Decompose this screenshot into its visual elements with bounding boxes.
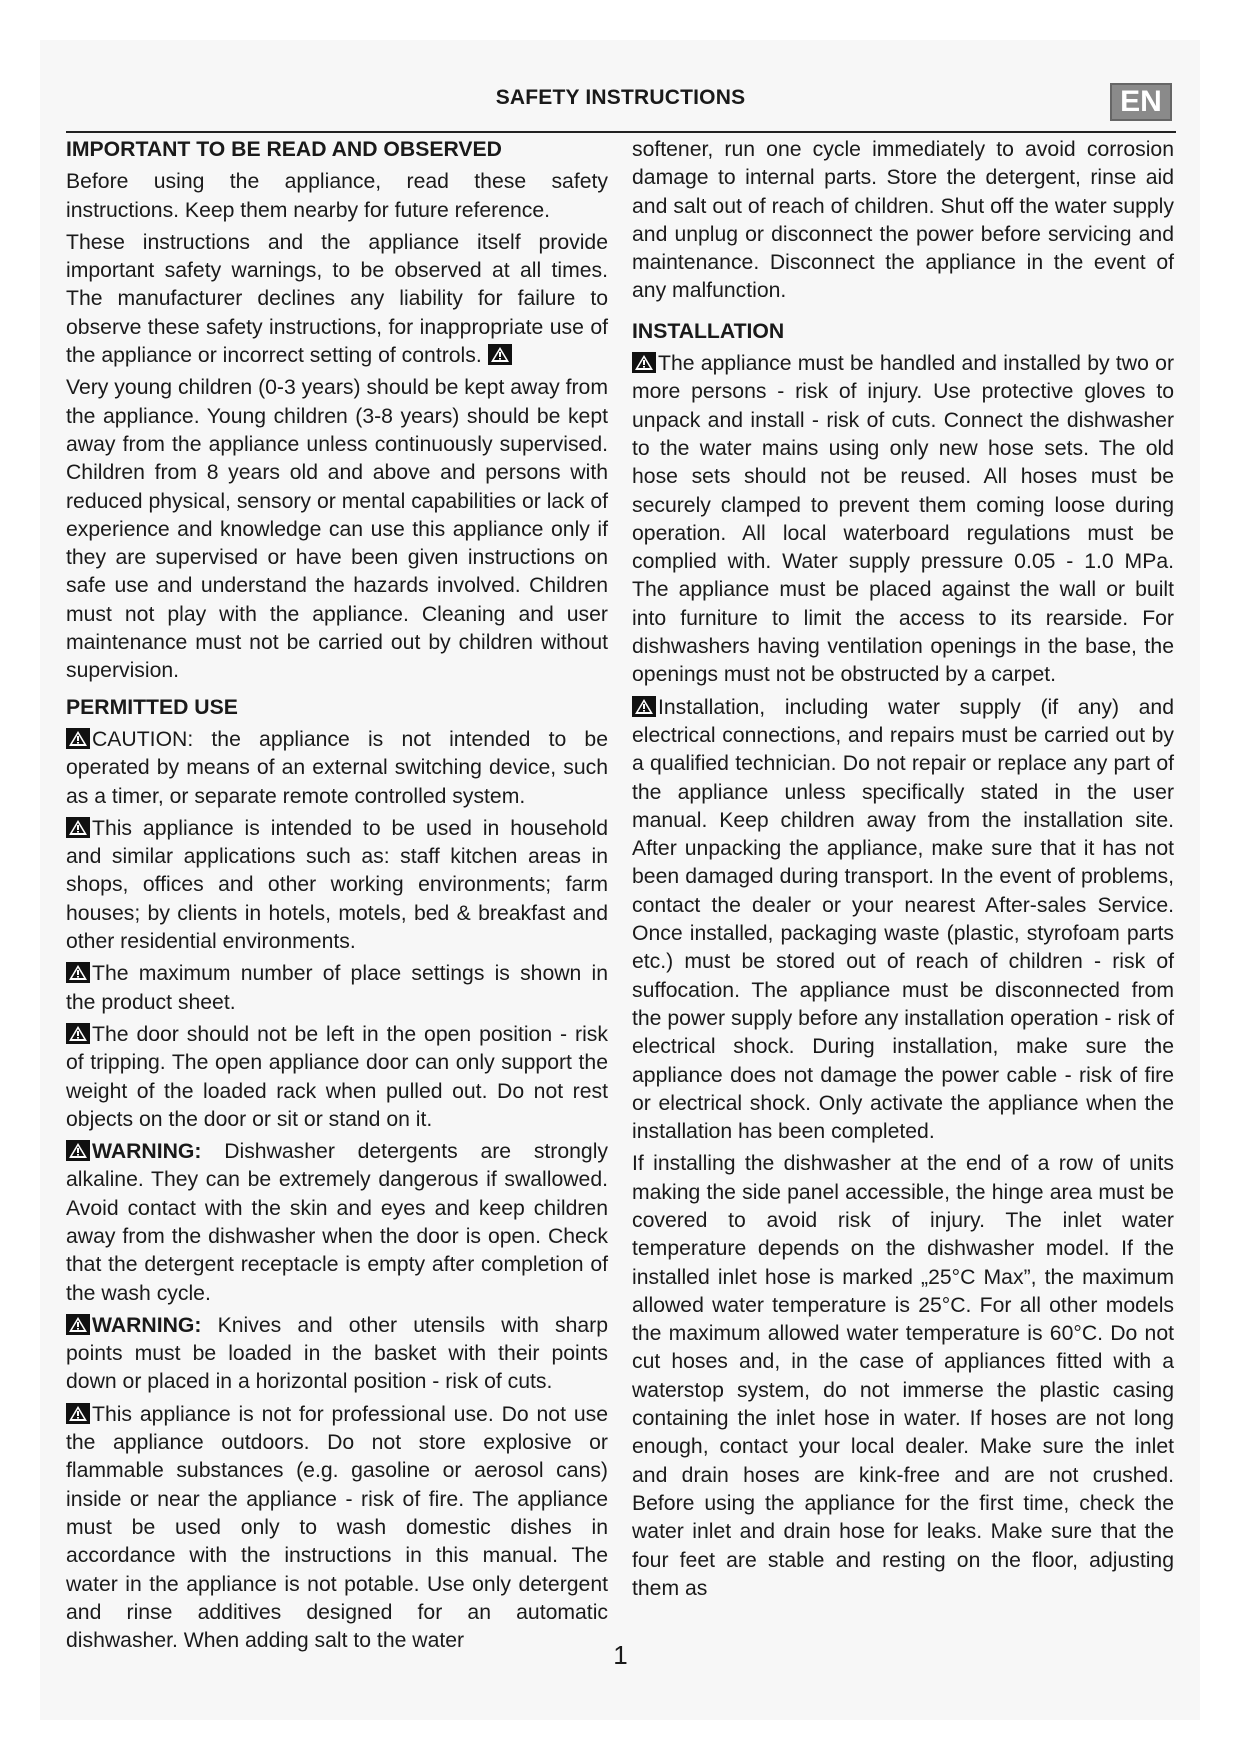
paragraph: The door should not be left in the open position - risk of tripping. The open appliance door can only support the weight of the loaded rack when pulled out. Do not rest objects on the door or sit or stand on it. [66, 1022, 608, 1131]
warning-triangle-icon [488, 344, 512, 365]
header-divider [66, 131, 1176, 133]
paragraph: The appliance must be handled and installed by two or more persons - risk of injury. Use protective gloves to unpack and install - risk of cuts. Connect the dishwasher to the water mains using only new hose sets. The old hose sets should not be reused. All hoses must be securely clamped to prevent them coming loose during operation. All local waterboard regulations must be complied with. Water supply pressure 0.05 - 1.0 MPa. The appliance must be placed against the wall or built into furniture to limit the access to its rearside. For dishwashers having ventilation openings in the base, the openings must not be obstructed by a carpet. [632, 352, 1174, 687]
language-badge: EN [1110, 83, 1172, 121]
warning-triangle-icon [66, 817, 90, 838]
warning-triangle-icon [66, 1403, 90, 1424]
warning-triangle-icon [66, 1140, 90, 1161]
section-heading-permitted-use: PERMITTED USE [66, 695, 238, 719]
right-column [632, 136, 1174, 1607]
paragraph: Installation, including water supply (if any) and electrical connections, and repairs must be carried out by a qualified technician. Do not repair or replace any part of the appliance unless specifically stated in the user manual. Keep children away from the installation site. After unpacking the appliance, make sure that it has not been damaged during transport. In the event of problems, contact the dealer or your nearest After-sales Service. Once installed, packaging waste (plastic, styrofoam parts etc.) must be stored out of reach of children - risk of suffocation. The appliance must be disconnected from the power supply before any installation operation - risk of electrical shock. During installation, make sure the appliance does not damage the power cable - risk of fire or electrical shock. Only activate the appliance when the installation has been completed. [632, 695, 1174, 1144]
page-number: 1 [613, 1640, 628, 1670]
page-title: SAFETY INSTRUCTIONS [495, 86, 746, 109]
paragraph: WARNING: Dishwasher detergents are strongly alkaline. They can be extremely dangerous if swallowed. Avoid contact with the skin and eyes and keep children away from the dishwasher when the door is open. Check that the detergent receptacle is empty after completion of the wash cycle. [66, 1140, 609, 1305]
warning-triangle-icon [632, 352, 656, 373]
left-column [66, 136, 608, 1659]
paragraph: CAUTION: the appliance is not intended to be operated by means of an external switching device, such as a timer, or separate remote controlled system. [66, 727, 608, 808]
paragraph: softener, run one cycle immediately to avoid corrosion damage to internal parts. Store the detergent, rinse aid and salt out of reach of children. Shut off the water supply and unplug or disconnect the power before servicing and maintenance. Disconnect the appliance in the event of any malfunction. [632, 138, 1174, 303]
warning-triangle-icon [66, 1314, 90, 1335]
warning-label: WARNING: [92, 1313, 202, 1337]
paragraph: This appliance is not for professional use. Do not use the appliance outdoors. Do not store explosive or flammable substances (e.g. gasoline or aerosol cans) inside or near the appliance - risk of fire. The appliance must be used only to wash domestic dishes in accordance with the instructions in this manual. The water in the appliance is not potable. Use only detergent and rinse additives designed for an automatic dishwasher. When adding salt to the water [66, 1402, 608, 1653]
paragraph: The maximum number of place settings is shown in the product sheet. [66, 962, 608, 1014]
section-heading-important: IMPORTANT TO BE READ AND OBSERVED [66, 138, 502, 161]
warning-triangle-icon [66, 1023, 90, 1044]
warning-triangle-icon [632, 696, 656, 717]
paragraph: Before using the appliance, read these safety instructions. Keep them nearby for future reference. [66, 170, 608, 222]
section-heading-installation: INSTALLATION [632, 319, 785, 343]
warning-label: WARNING: [92, 1140, 202, 1164]
warning-triangle-icon [66, 962, 90, 983]
paragraph: These instructions and the appliance itself provide important safety warnings, to be observed at all times. The manufacturer declines any liability for failure to observe these safety instructions, for inappropriate use of the appliance or incorrect setting of controls. [66, 230, 608, 368]
paragraph: This appliance is intended to be used in household and similar applications such as: staff kitchen areas in shops, offices and other working environments; farm houses; by clients in hotels, motels, bed & breakfast and other residential environments. [66, 816, 608, 954]
paragraph: WARNING: Knives and other utensils with sharp points must be loaded in the basket with their points down or placed in a horizontal position - risk of cuts. [66, 1313, 609, 1394]
paragraph: Very young children (0-3 years) should be kept away from the appliance. Young children (3-8 years) should be kept away from the appliance unless continuously supervised. Children from 8 years old and above and persons with reduced physical, sensory or mental capabilities or lack of experience and knowledge can use this appliance only if they are supervised or have been given instructions on safe use and understand the hazards involved. Children must not play with the appliance. Cleaning and user maintenance must not be carried out by children without supervision. [66, 376, 608, 683]
paragraph: If installing the dishwasher at the end of a row of units making the side panel accessible, the hinge area must be covered to avoid risk of injury. The inlet water temperature depends on the dishwasher model. If the installed inlet hose is marked „25°C Max”, the maximum allowed water temperature is 25°C. For all other models the maximum allowed water temperature is 60°C. Do not cut hoses and, in the case of appliances fitted with a waterstop system, do not immerse the plastic casing containing the inlet hose in water. If hoses are not long enough, contact your local dealer. Make sure the inlet and drain hoses are kink-free and are not crushed. Before using the appliance for the first time, check the water inlet and drain hose for leaks. Make sure that the four feet are stable and resting on the floor, adjusting them as [632, 1152, 1174, 1600]
warning-triangle-icon [66, 728, 90, 749]
